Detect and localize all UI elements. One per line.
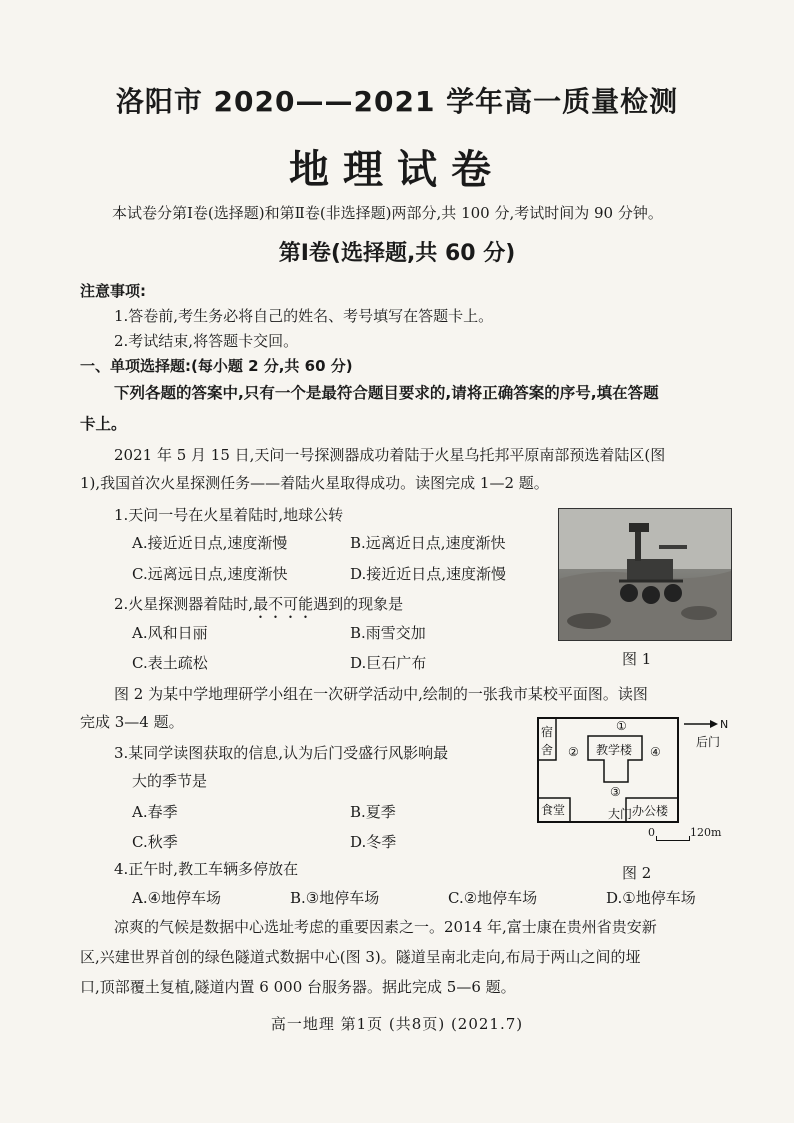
- mars-rover-photo: [558, 508, 732, 641]
- marker-3: ③: [610, 785, 621, 799]
- scale-label: 120m: [690, 826, 722, 839]
- option-d: D.接近近日点,速度渐慢: [350, 565, 507, 583]
- marker-4: ④: [650, 745, 661, 759]
- figure-caption: 图 1: [622, 650, 652, 668]
- note-item: 2.考试结束,将答题卡交回。: [114, 332, 299, 350]
- option-a: A.风和日丽: [132, 624, 208, 642]
- passage-text: 凉爽的气候是数据中心选址考虑的重要因素之一。2014 年,富士康在贵州省贵安新: [114, 918, 657, 936]
- scale-zero: 0: [648, 826, 655, 839]
- option-b: B.远离近日点,速度渐快: [350, 534, 506, 552]
- option-c: C.表土疏松: [132, 654, 208, 672]
- emphasis-dotted: 最不可能: [253, 595, 314, 613]
- option-c: C.秋季: [132, 833, 178, 851]
- rover-illustration: [559, 509, 731, 640]
- school-plan-diagram: [536, 716, 729, 824]
- option-a: A.春季: [132, 803, 178, 821]
- marker-2: ②: [568, 745, 579, 759]
- section-heading: 一、单项选择题:(每小题 2 分,共 60 分): [80, 357, 353, 375]
- question-stem: 4.正午时,教工车辆多停放在: [114, 860, 299, 878]
- marker-1: ①: [616, 719, 627, 733]
- part-title: 第Ⅰ卷(选择题,共 60 分): [278, 241, 516, 266]
- office-label: 办公楼: [632, 804, 669, 818]
- main-gate-label: 大门: [608, 807, 633, 821]
- passage-text: 完成 3—4 题。: [80, 713, 184, 731]
- passage-text: 口,顶部覆土复植,隧道内置 6 000 台服务器。据此完成 5—6 题。: [80, 978, 516, 996]
- exam-title: 洛阳市 2020——2021 学年高一质量检测: [115, 85, 679, 118]
- option-d: D.①地停车场: [606, 889, 696, 907]
- notes-heading: 注意事项:: [80, 282, 146, 300]
- north-label: N: [720, 718, 729, 731]
- passage-text: 1),我国首次火星探测任务——着陆火星取得成功。读图完成 1—2 题。: [80, 474, 549, 492]
- figure-caption: 图 2: [622, 864, 652, 882]
- option-b: B.③地停车场: [290, 889, 380, 907]
- exam-subject: 地理试卷: [289, 147, 505, 193]
- teaching-label: 教学楼: [596, 743, 633, 757]
- question-stem: 大的季节是: [132, 772, 208, 790]
- north-arrowhead-icon: [710, 720, 718, 728]
- option-a: A.④地停车场: [132, 889, 222, 907]
- option-d: D.冬季: [350, 833, 397, 851]
- question-stem-part: 遇到的现象是: [313, 595, 404, 613]
- option-c: C.远离远日点,速度渐快: [132, 565, 288, 583]
- question-stem: [114, 593, 403, 622]
- dorm-label: 舍: [541, 743, 554, 757]
- option-b: B.夏季: [350, 803, 396, 821]
- section-instruction: 下列各题的答案中,只有一个是最符合题目要求的,请将正确答案的序号,填在答题: [114, 384, 659, 402]
- question-stem: 3.某同学读图获取的信息,认为后门受盛行风影响最: [114, 744, 449, 762]
- passage-text: 2021 年 5 月 15 日,天问一号探测器成功着陆于火星乌托邦平原南部预选着陆区(图: [114, 446, 666, 464]
- section-instruction: 卡上。: [80, 415, 127, 433]
- option-a: A.接近近日点,速度渐慢: [132, 534, 288, 552]
- passage-text: 图 2 为某中学地理研学小组在一次研学活动中,绘制的一张我市某校平面图。读图: [114, 685, 648, 703]
- page-footer: 高一地理 第1页 (共8页) (2021.7): [270, 1015, 524, 1033]
- passage-text: 区,兴建世界首创的绿色隧道式数据中心(图 3)。隧道呈南北走向,布局于两山之间的垭: [80, 948, 641, 966]
- back-gate-label: 后门: [696, 735, 721, 749]
- option-d: D.巨石广布: [350, 654, 427, 672]
- option-b: B.雨雪交加: [350, 624, 426, 642]
- canteen-label: 食堂: [541, 803, 566, 817]
- note-item: 1.答卷前,考生务必将自己的姓名、考号填写在答题卡上。: [114, 307, 494, 325]
- question-stem-part: 2.火星探测器着陆时,: [114, 595, 254, 613]
- dorm-label: 宿: [541, 725, 554, 739]
- option-c: C.②地停车场: [448, 889, 538, 907]
- exam-intro: 本试卷分第Ⅰ卷(选择题)和第Ⅱ卷(非选择题)两部分,共 100 分,考试时间为 90 分钟。: [112, 204, 663, 222]
- question-stem: 1.天问一号在火星着陆时,地球公转: [114, 506, 344, 524]
- scale-bar: [656, 836, 690, 841]
